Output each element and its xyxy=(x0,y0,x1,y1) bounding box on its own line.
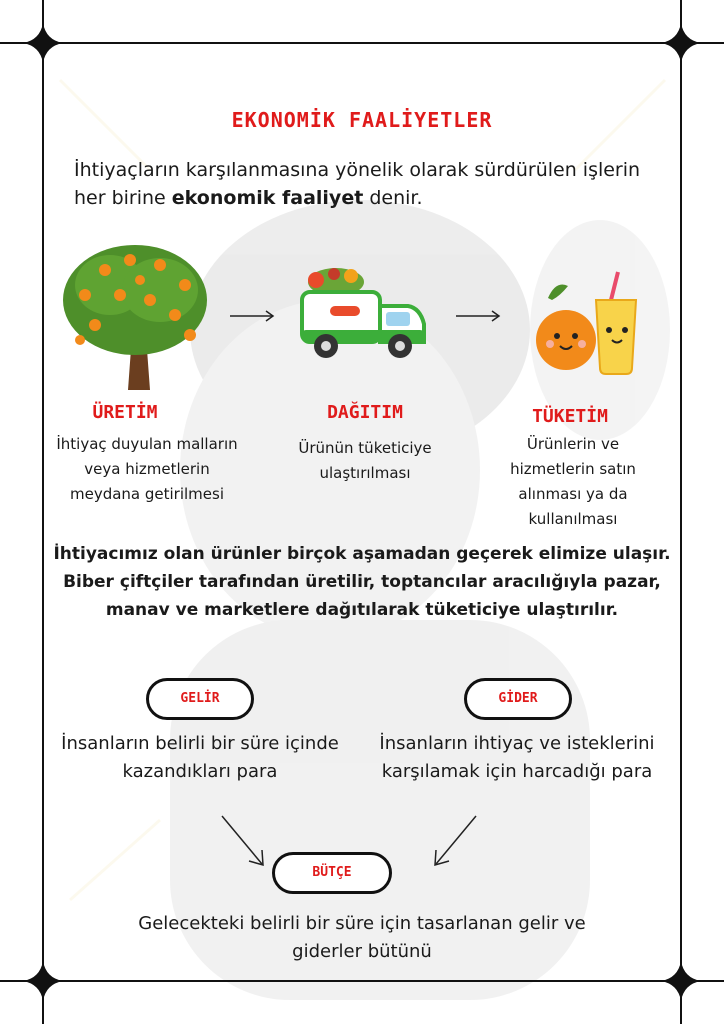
delivery-truck-icon xyxy=(296,262,432,366)
gelir-badge: GELİR xyxy=(146,678,254,720)
arrow-down-left-icon xyxy=(430,812,480,870)
intro-text xyxy=(74,156,664,212)
stage-desc-tuketim: Ürünlerin ve hizmetlerin satın alınması ya da kullanılması xyxy=(510,435,636,528)
orange-tree-icon xyxy=(60,240,210,390)
corner-star-icon xyxy=(23,961,63,1001)
page-title: EKONOMİK FAALİYETLER xyxy=(231,108,493,132)
arrow-right-icon xyxy=(454,306,502,326)
corner-star-icon xyxy=(23,23,63,63)
orange-juice-icon xyxy=(530,268,642,378)
gelir-definition: İnsanların belirli bir süre içinde kazandıkları para xyxy=(61,733,339,782)
supply-chain-paragraph: İhtiyacımız olan ürünler birçok aşamadan geçerek elimize ulaşır. Biber çiftçiler tarafından üretilir, toptancılar aracılığıyla pazar, manav ve marketlere dağıtılarak tüketiciye ulaştırılır. xyxy=(53,544,671,620)
frame-bottom-line xyxy=(0,980,724,982)
frame-right-line xyxy=(680,0,682,1024)
stage-desc-uretim: İhtiyaç duyulan malların veya hizmetlerin meydana getirilmesi xyxy=(56,435,238,503)
intro-text-part: İhtiyaçların karşılanmasına yönelik olarak sürdürülen işlerin her birine xyxy=(74,159,641,209)
intro-text-end: denir. xyxy=(363,187,423,209)
intro-bold-term: ekonomik faaliyet xyxy=(171,187,364,209)
stage-title-dagitim: DAĞITIM xyxy=(327,402,403,423)
corner-star-icon xyxy=(661,961,701,1001)
gider-badge: GİDER xyxy=(464,678,572,720)
arrow-right-icon xyxy=(228,306,276,326)
butce-badge: BÜTÇE xyxy=(272,852,392,894)
frame-top-line xyxy=(0,42,724,44)
butce-definition: Gelecekteki belirli bir süre için tasarlanan gelir ve giderler bütünü xyxy=(138,913,586,962)
frame-left-line xyxy=(42,0,44,1024)
gider-definition: İnsanların ihtiyaç ve isteklerini karşılamak için harcadığı para xyxy=(379,733,655,782)
arrow-down-right-icon xyxy=(218,812,268,870)
stage-title-tuketim: TÜKETİM xyxy=(532,406,608,427)
stage-desc-dagitim: Ürünün tüketiciye ulaştırılması xyxy=(298,439,432,482)
corner-star-icon xyxy=(661,23,701,63)
stage-title-uretim: ÜRETİM xyxy=(92,402,158,423)
